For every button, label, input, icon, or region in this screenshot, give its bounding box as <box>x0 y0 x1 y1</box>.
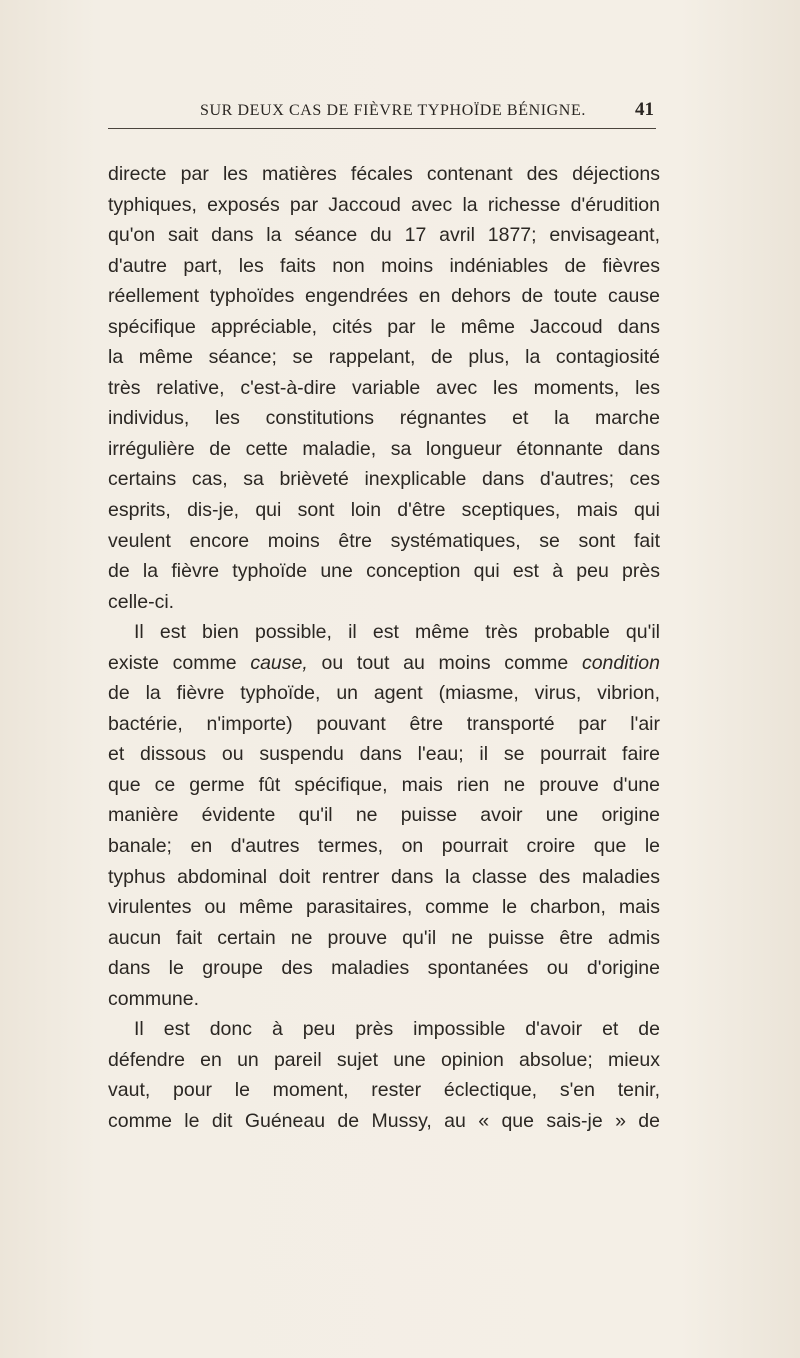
text-line: typhus abdominal doit rentrer dans la classe des maladies <box>108 865 660 888</box>
text-line: irrégulière de cette maladie, sa longueur étonnante dans <box>108 437 660 460</box>
text-line: dans le groupe des maladies spontanées ou d'origine <box>108 957 660 980</box>
text-span: ou tout au moins comme <box>307 651 582 674</box>
paragraph-start-line: Il est donc à peu près impossible d'avoir et de <box>134 1018 660 1041</box>
italic-word-condition: condition <box>581 651 660 674</box>
text-span: existe comme <box>108 651 251 674</box>
text-line: aucun fait certain ne prouve qu'il ne puisse être admis <box>108 926 660 949</box>
text-line-with-italics <box>108 648 660 679</box>
text-line: virulentes ou même parasitaires, comme le charbon, mais <box>108 896 660 919</box>
text-line: que ce germe fût spécifique, mais rien ne prouve d'une <box>108 773 660 796</box>
text-line: de la fièvre typhoïde une conception qui est à peu près <box>108 560 660 583</box>
text-line: vaut, pour le moment, rester éclectique, s'en tenir, <box>108 1079 660 1102</box>
text-line: commune. <box>108 987 200 1010</box>
text-line: banale; en d'autres termes, on pourrait croire que le <box>108 835 660 858</box>
text-line: spécifique appréciable, cités par le même Jaccoud dans <box>108 315 660 338</box>
text-line: comme le dit Guéneau de Mussy, au « que sais-je » de <box>108 1109 660 1132</box>
text-line: celle-ci. <box>108 590 175 613</box>
text-line: d'autre part, les faits non moins indéniables de fièvres <box>108 254 660 277</box>
text-line: la même séance; se rappelant, de plus, la contagiosité <box>108 346 660 369</box>
page-header <box>108 98 658 126</box>
header-rule <box>108 128 656 129</box>
text-line: certains cas, sa brièveté inexplicable dans d'autres; ces <box>108 468 660 491</box>
text-line: esprits, dis-je, qui sont loin d'être sceptiques, mais qui <box>108 499 660 522</box>
text-line: très relative, c'est-à-dire variable avec les moments, les <box>108 376 660 399</box>
body-text <box>108 159 660 1137</box>
text-line: bactérie, n'importe) pouvant être transporté par l'air <box>108 712 660 735</box>
text-line: individus, les constitutions régnantes et la marche <box>108 407 660 430</box>
text-line: réellement typhoïdes engendrées en dehors de toute cause <box>108 285 660 308</box>
running-title: SUR DEUX CAS DE FIÈVRE TYPHOÏDE BÉNIGNE. <box>200 102 586 119</box>
italic-word-cause: cause, <box>250 651 308 674</box>
text-line: défendre en un pareil sujet une opinion absolue; mieux <box>108 1048 660 1071</box>
text-line: directe par les matières fécales contenant des déjections <box>108 163 660 185</box>
text-line: manière évidente qu'il ne puisse avoir une origine <box>108 804 660 827</box>
text-line: et dissous ou suspendu dans l'eau; il se pourrait faire <box>108 743 660 766</box>
text-line: veulent encore moins être systématiques, se sont fait <box>108 529 660 552</box>
paragraph-start-line: Il est bien possible, il est même très probable qu'il <box>134 621 660 644</box>
page-number: 41 <box>635 99 654 120</box>
text-line: typhiques, exposés par Jaccoud avec la richesse d'érudition <box>108 193 660 216</box>
text-line: de la fièvre typhoïde, un agent (miasme, virus, vibrion, <box>108 682 660 705</box>
text-line: qu'on sait dans la séance du 17 avril 1877; envisageant, <box>108 224 660 247</box>
